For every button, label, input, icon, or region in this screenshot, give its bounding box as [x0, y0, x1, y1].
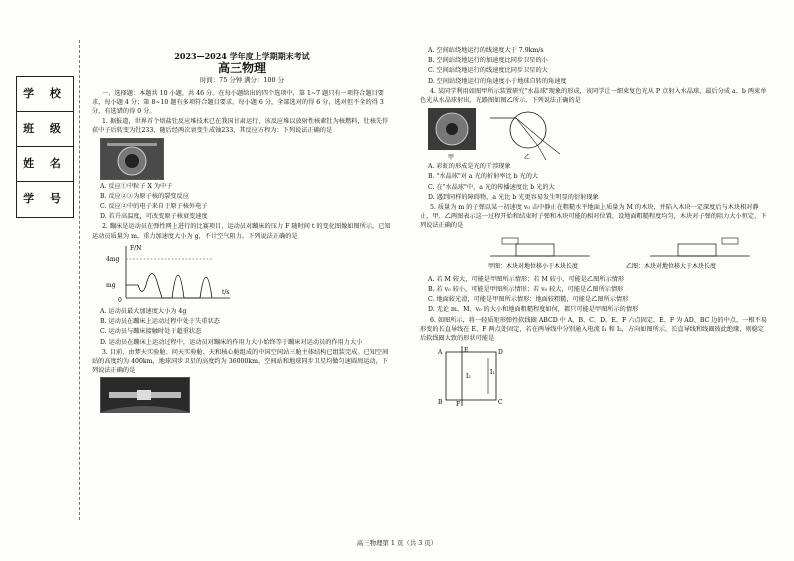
q4-option-d: D. 遇到同样的障碍物，a 光比 b 光更容易发生明显的衍射现象: [428, 193, 599, 201]
section-intro: 一、选择题：本题共 10 小题，共 46 分。在每小题给出的四个选项中，第 1~7 题只有一项符合题目要求，每小题 4 分；第 8~10 题有多项符合题目要求，每小题 6 分，全部选对的得 6 分，选对但不全的得 3 分，有选错的得 0 分。: [92, 89, 384, 116]
coil-rectangle: [446, 352, 496, 400]
q2-option-a: A. 运动员最大加速度大小为 4g: [100, 308, 187, 316]
q3-option-c: C. 空间站绕地运行的线速度比同步卫星的大: [428, 67, 548, 75]
question-1: 1. 据报道，世界首个熔盐钍反应堆技术已在我国甘肃运行，该反应堆以放射性核素钍为核燃料，钍核先俘获中子后转变为钍233，随后经两次衰变生成铀233，其反应方程为：下列说法正确的是: [92, 118, 389, 135]
q1-option-d: D. 若升高温度，可改变原子核衰变速度: [100, 213, 208, 221]
graph-tick-4mg: 4mg: [106, 255, 120, 263]
q5-option-b: B. 若 v₀ 较小，可能是甲图所示情形；若 v₀ 较大，可能是乙图所示情形: [428, 286, 624, 294]
right-column: [420, 46, 770, 411]
binding-line: [79, 40, 80, 520]
current-i2-label: I₂: [466, 373, 471, 381]
q2-option-d: D. 运动员在蹦床上运动过程中，运动员对蹦床的作用力大小始终等于蹦床对运动员的作用力大小: [100, 338, 363, 346]
school-label: 学 校: [17, 77, 73, 112]
point-f: F: [456, 401, 461, 409]
question-5: 5. 质量为 m 的子弹以某一初速度 v₀ 击中静止在粗糙水平地面上质量为 M 的木块，并陷入木块一定深度后与木块相对静止，甲、乙两图表示这一过程开始和结束时子弹和木块可能的相对位置，设地面粗糙程度均匀，木块对子弹的阻力大小恒定，下列说法正确的是: [420, 204, 767, 230]
coil-diagram: [428, 344, 548, 408]
graph-y-label: F/N: [130, 244, 142, 252]
q1-option-b: B. 反应②③为原子核的裂变反应: [100, 192, 189, 200]
point-c: C: [498, 399, 503, 407]
figure-jia-label: 甲: [448, 154, 455, 162]
reactor-image: [101, 139, 163, 179]
graph-force-curve: [126, 273, 212, 298]
crystal-ball-figures: [420, 106, 770, 162]
left-column: [92, 48, 392, 413]
reactor-photo: [100, 138, 164, 180]
point-e: E: [464, 347, 469, 355]
name-label: 姓 名: [17, 147, 73, 182]
exam-meta: 时间：75 分钟 满分：100 分: [200, 76, 284, 85]
bullet-block-diagram: [420, 232, 770, 272]
q4-option-a: A. 彩虹的形成是光的干涉现象: [428, 163, 511, 171]
q4-option-c: C. 在"水晶球"中，a 光的传播速度比 b 光的大: [428, 183, 555, 191]
figure-jia-caption: 甲图：木块对地位移小于木块长度: [488, 262, 579, 270]
q1-option-a: A. 反应①中粒子 X 为中子: [100, 182, 173, 190]
q3-option-a: A. 空间站绕地运行的线速度大于 7.9km/s: [428, 47, 544, 54]
space-station-image: [101, 378, 189, 412]
graph-x-label: t/s: [222, 288, 230, 296]
figure-yi-label: 乙: [524, 154, 531, 162]
graph-origin: 0: [118, 296, 122, 304]
q3-option-b: B. 空间站绕地运行的加速度比同步卫星的小: [428, 57, 548, 65]
exam-subject-title: 高三物理: [217, 61, 266, 76]
figure-yi-caption: 乙图：木块对地位移大于木块长度: [626, 262, 717, 270]
exam-year-title: 2023—2024 学年度上学期期末考试: [174, 51, 310, 61]
q5-option-d: D. 无论 m、M、v₀ 的大小和地面粗糙程度如何，都只可能是甲图所示的情形: [428, 306, 639, 314]
current-i1-label: I₁: [490, 369, 495, 377]
graph-tick-mg: mg: [106, 281, 116, 289]
q2-option-b: B. 运动员在蹦床上运动过程中处于失重状态: [100, 318, 220, 326]
q2-option-c: C. 运动员与蹦床接触时处于超重状态: [100, 328, 202, 336]
page-footer: 高三物理第 1 页（共 3 页）: [356, 539, 438, 547]
crystal-ball-diagram: [420, 106, 660, 162]
student-info-box: [16, 76, 74, 218]
space-station-photo: [100, 377, 190, 413]
point-a: A: [438, 349, 443, 357]
point-b: B: [438, 399, 443, 407]
question-2: 2. 蹦床是运动员在弹性网上进行的比赛项目，运动员对蹦床的压力 F 随时间 t 的变化图像如图所示。已知运动员质量为 m，重力加速度大小为 g，不计空气阻力。下列说法正确的是: [92, 223, 391, 240]
question-3: 3. 目前，由梦天实验舱、问天实验舱、天和核心舱组成的中国空间站三舱主体结构已组装完成。已知空间站的高度约为 400km，地球同步卫星的高度约为 36000km，空间站和地球同步卫星均做匀速圆周运动，下列说法正确的是: [92, 348, 389, 375]
point-d: D: [498, 349, 503, 357]
class-label: 班 级: [17, 112, 73, 147]
question-4: 4. 某同学利用如图甲所示装置研究"水晶球"现象的形成，该同学让一细束复色光从 P 点射入水晶球，最后分成 a、b 两束单色光从水晶球射出，光路图如图乙所示，下列说法正确的是: [420, 87, 767, 105]
q5-option-c: C. 地面较光滑，可能是甲图所示情形；地面较粗糙，可能是乙图所示情形: [428, 296, 629, 304]
q5-option-a: A. 若 M 较大，可能是甲图所示情形；若 M 较小，可能是乙图所示情形: [428, 275, 625, 283]
q4-option-b: B. "水晶球"对 a 光的折射率比 b 光的大: [428, 173, 539, 181]
question-6: 6. 如图所示，将一轻质矩形弹性软线圈 ABCD 中 A、B、C、D、E、F 六点固定，E、F 为 AD、BC 边的中点，一根不易形变的长直导线在 E、F 两点处固定，若在两导线中分别通入电流 I₁ 和 I₂，方向如图所示，长直导线和线圈彼此绝缘，则稳定后软线圈大致的形状可能是: [420, 316, 767, 343]
q3-option-d: D. 空间站绕地运行的角速度小于地球自转的角速度: [428, 77, 567, 85]
force-time-graph: [104, 242, 234, 304]
student-id-label: 学 号: [23, 192, 67, 205]
q1-option-c: C. 反应②中的电子来自于原子核外电子: [100, 203, 208, 211]
